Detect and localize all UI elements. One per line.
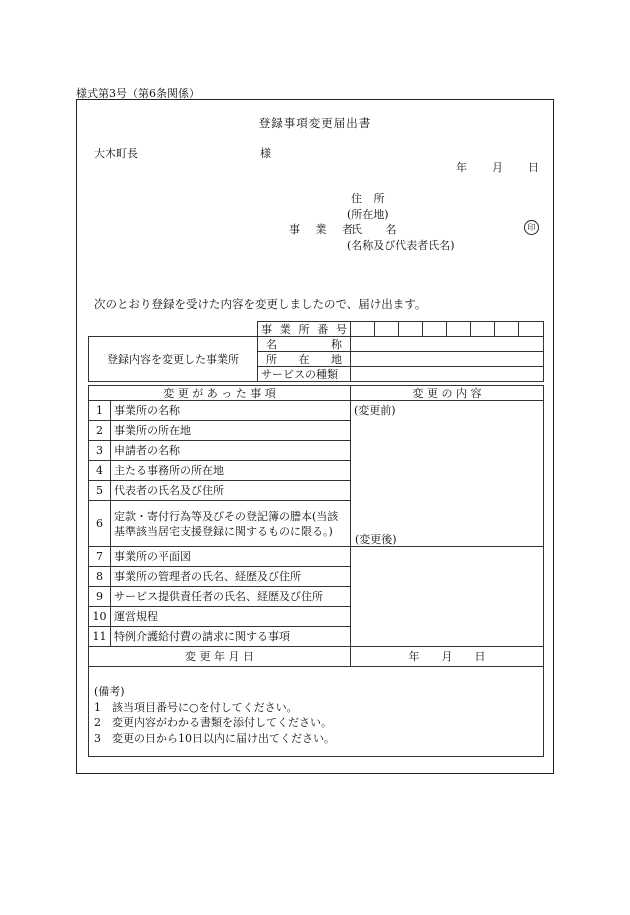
item-label: サービス提供責任者の氏名、経歴及び住所 bbox=[111, 587, 351, 607]
item-number[interactable]: 1 bbox=[89, 401, 111, 421]
name-sublabel: (名称及び代表者氏名) bbox=[347, 239, 455, 252]
remarks-note: 3 変更の日から10日以内に届け出てください。 bbox=[94, 731, 335, 745]
remarks-note: 1 該当項目番号に○を付してください。 bbox=[94, 700, 298, 714]
change-date-label: 変 更 年 月 日 bbox=[89, 647, 351, 667]
item-number[interactable]: 9 bbox=[89, 587, 111, 607]
remarks bbox=[94, 684, 335, 746]
change-after-field[interactable] bbox=[351, 533, 544, 647]
table-row bbox=[89, 547, 544, 567]
name-label: 氏 名 bbox=[351, 223, 407, 236]
office-table bbox=[88, 321, 544, 382]
form-title: 登録事項変更届出書 bbox=[258, 116, 372, 130]
item-label: 運営規程 bbox=[111, 607, 351, 627]
applicant-role-label: 事 業 者 bbox=[289, 223, 359, 236]
office-number-digit-4[interactable] bbox=[423, 322, 447, 337]
office-location-field[interactable] bbox=[351, 352, 544, 367]
office-service-label: サービスの種類 bbox=[258, 367, 351, 382]
addressee: 大木町長 bbox=[94, 147, 138, 160]
change-after-label: (変更後) bbox=[355, 533, 397, 546]
item-number[interactable]: 6 bbox=[89, 501, 111, 547]
change-date-row bbox=[89, 647, 544, 667]
item-number[interactable]: 8 bbox=[89, 567, 111, 587]
address-label: 住 所 bbox=[351, 192, 389, 205]
item-label: 申請者の名称 bbox=[111, 441, 351, 461]
office-location-label: 所在地 bbox=[258, 352, 351, 367]
item-number[interactable]: 4 bbox=[89, 461, 111, 481]
change-before-label: (変更前) bbox=[354, 404, 396, 417]
item-number[interactable]: 10 bbox=[89, 607, 111, 627]
remarks-note: 2 変更内容がわかる書類を添付してください。 bbox=[94, 716, 332, 729]
office-number-digit-2[interactable] bbox=[375, 322, 399, 337]
item-number[interactable]: 5 bbox=[89, 481, 111, 501]
date-year-field[interactable]: 年 bbox=[456, 161, 467, 174]
office-number-digit-3[interactable] bbox=[399, 322, 423, 337]
honorific: 様 bbox=[260, 147, 271, 160]
item-label: 定款・寄付行為等及びその登記簿の謄本(当該基準該当居宅支援登録に関するものに限る。) bbox=[111, 501, 351, 547]
form-number-label: 様式第3号（第6条関係） bbox=[76, 87, 200, 100]
item-label: 事業所の所在地 bbox=[111, 421, 351, 441]
item-label: 事業所の名称 bbox=[111, 401, 351, 421]
date-day-field[interactable]: 日 bbox=[528, 161, 539, 174]
office-number-digit-7[interactable] bbox=[495, 322, 519, 337]
item-label: 事業所の管理者の氏名、経歴及び住所 bbox=[111, 567, 351, 587]
remarks-heading: (備考) bbox=[94, 685, 125, 698]
office-name-row bbox=[89, 337, 544, 352]
office-service-field[interactable] bbox=[351, 367, 544, 382]
item-label: 事業所の平面図 bbox=[111, 547, 351, 567]
office-number-row bbox=[89, 322, 544, 337]
changes-header-row bbox=[89, 386, 544, 401]
change-before-field[interactable] bbox=[351, 401, 544, 547]
seal-mark-icon: 印 bbox=[524, 220, 539, 235]
change-date-field[interactable]: 年 月 日 bbox=[351, 647, 544, 667]
item-number[interactable]: 7 bbox=[89, 547, 111, 567]
item-label: 代表者の氏名及び住所 bbox=[111, 481, 351, 501]
office-name-label: 名称 bbox=[258, 337, 351, 352]
office-number-label: 事 業 所 番 号 bbox=[258, 322, 351, 337]
office-name-field[interactable] bbox=[351, 337, 544, 352]
change-content-header: 変 更 の 内 容 bbox=[351, 386, 544, 401]
table-row bbox=[89, 401, 544, 421]
item-number[interactable]: 11 bbox=[89, 627, 111, 647]
address-sublabel: (所在地) bbox=[347, 208, 389, 221]
item-number[interactable]: 2 bbox=[89, 421, 111, 441]
office-number-digit-8[interactable] bbox=[519, 322, 544, 337]
item-number[interactable]: 3 bbox=[89, 441, 111, 461]
date-month-field[interactable]: 月 bbox=[492, 161, 503, 174]
changed-items-header: 変 更 が あ っ た 事 項 bbox=[89, 386, 351, 401]
office-number-digit-6[interactable] bbox=[471, 322, 495, 337]
item-label: 特例介護給付費の請求に関する事項 bbox=[111, 627, 351, 647]
item-label: 主たる事務所の所在地 bbox=[111, 461, 351, 481]
office-number-digit-1[interactable] bbox=[351, 322, 375, 337]
intro-text: 次のとおり登録を受けた内容を変更しましたので、届け出ます。 bbox=[94, 297, 427, 311]
office-number-digit-5[interactable] bbox=[447, 322, 471, 337]
office-group-label: 登録内容を変更した事業所 bbox=[89, 337, 258, 382]
